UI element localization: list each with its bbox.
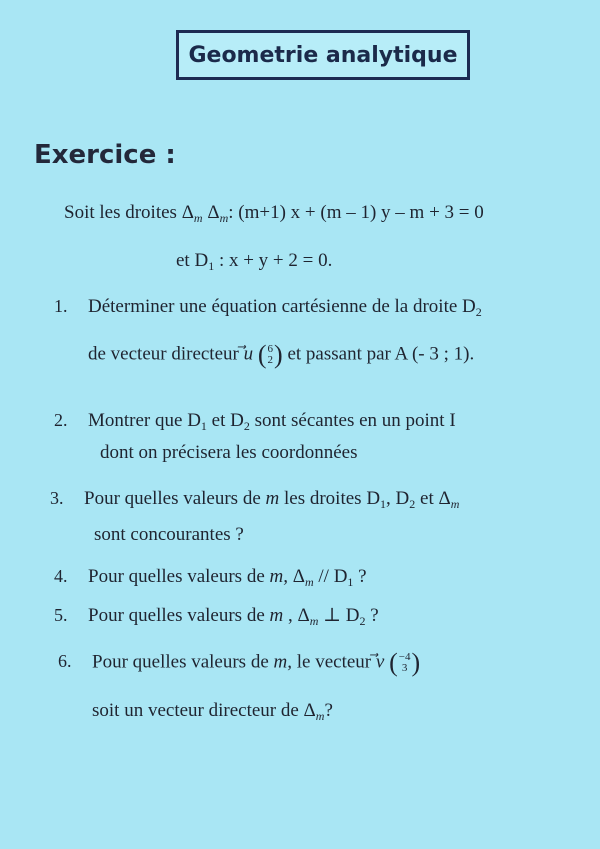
subscript: m	[450, 497, 460, 511]
paren-close: )	[411, 648, 421, 677]
variable-m: m	[269, 605, 284, 626]
vector-v-x: −4	[398, 651, 411, 663]
question-text: , D	[386, 488, 410, 509]
intro-line-1	[64, 202, 484, 226]
paren-open: (	[257, 340, 267, 369]
question-text: ⊥ D	[318, 605, 360, 626]
subscript: 2	[243, 419, 250, 433]
question-number: 5.	[54, 605, 68, 625]
question-3-line-2: sont concourantes ?	[94, 524, 244, 545]
question-3-line-1	[50, 488, 459, 512]
subscript: m	[304, 575, 314, 589]
question-text: ?	[365, 605, 379, 626]
delta-symbol: Δ	[207, 202, 220, 223]
question-number: 3.	[50, 488, 64, 508]
delta-subscript: m	[219, 211, 229, 225]
vector-v-y: 3	[401, 662, 408, 674]
question-text: et D	[206, 410, 244, 431]
question-text: le vecteur	[292, 651, 376, 673]
question-2-line-2: dont on précisera les coordonnées	[100, 442, 358, 463]
question-6-line-1	[58, 648, 420, 678]
question-text: , Δ	[283, 605, 310, 626]
vector-u-components	[268, 344, 274, 366]
question-number: 4.	[54, 566, 68, 586]
question-text: Δ	[288, 566, 305, 587]
page-title: Geometrie analytique	[188, 42, 458, 68]
question-text: ?	[324, 700, 333, 721]
subscript: 1	[347, 575, 354, 589]
question-number: 6.	[58, 651, 72, 672]
question-text: Pour quelles valeurs de	[88, 605, 270, 626]
vector-u-y: 2	[267, 354, 274, 366]
vector-v-letter: v	[375, 651, 385, 673]
question-number: 2.	[54, 410, 68, 430]
question-1-line-1	[54, 296, 482, 320]
vector-v-components	[399, 652, 411, 674]
exercise-heading: Exercice :	[34, 140, 176, 170]
subscript: 1	[380, 497, 387, 511]
delta-subscript: m	[193, 211, 203, 225]
question-text: // D	[313, 566, 348, 587]
variable-m: m,	[273, 651, 292, 673]
vector-u-letter: u	[243, 343, 254, 365]
question-number: 1.	[54, 296, 68, 316]
subscript: m	[309, 614, 319, 628]
question-1-line-2	[88, 340, 474, 370]
subscript: 1	[200, 419, 207, 433]
question-6-line-2	[92, 700, 333, 724]
vector-v	[376, 651, 384, 672]
question-2-line-1	[54, 410, 456, 434]
intro-prefix: Soit les droites	[64, 202, 177, 223]
subscript: m	[315, 709, 325, 723]
delta-m-equation: : (m+1) x + (m – 1) y – m + 3 = 0	[228, 202, 484, 223]
question-text: Déterminer une équation cartésienne de la droite D	[88, 296, 476, 317]
paren-open: (	[389, 648, 398, 677]
vector-u-x: 6	[267, 343, 274, 355]
question-text: de vecteur directeur	[88, 343, 244, 365]
d1-equation: : x + y + 2 = 0.	[214, 250, 333, 271]
question-text: ?	[353, 566, 367, 587]
subscript: 2	[359, 614, 366, 628]
d1-subscript: 1	[208, 259, 215, 273]
vector-u	[244, 343, 254, 364]
variable-m: m	[265, 488, 280, 509]
question-text: Pour quelles valeurs de	[88, 566, 270, 587]
question-4	[54, 566, 367, 590]
question-text: Pour quelles valeurs de	[84, 488, 266, 509]
question-text: Pour quelles valeurs de	[92, 651, 274, 673]
paren-close: )	[274, 340, 283, 369]
variable-m: m,	[269, 566, 288, 587]
question-text: et Δ	[415, 488, 451, 509]
question-text: et passant par A (- 3 ; 1).	[287, 343, 475, 365]
d1-label: et D	[176, 250, 209, 271]
question-text: sont sécantes en un point I	[249, 410, 456, 431]
question-text: les droites D	[279, 488, 381, 509]
question-text: soit un vecteur directeur de Δ	[92, 700, 316, 721]
question-text: Montrer que D	[88, 410, 201, 431]
title-box	[176, 30, 470, 80]
question-5	[54, 604, 379, 629]
delta-symbol: Δ	[181, 202, 194, 223]
intro-line-2	[176, 250, 332, 274]
subscript: 2	[409, 497, 416, 511]
subscript: 2	[475, 305, 482, 319]
